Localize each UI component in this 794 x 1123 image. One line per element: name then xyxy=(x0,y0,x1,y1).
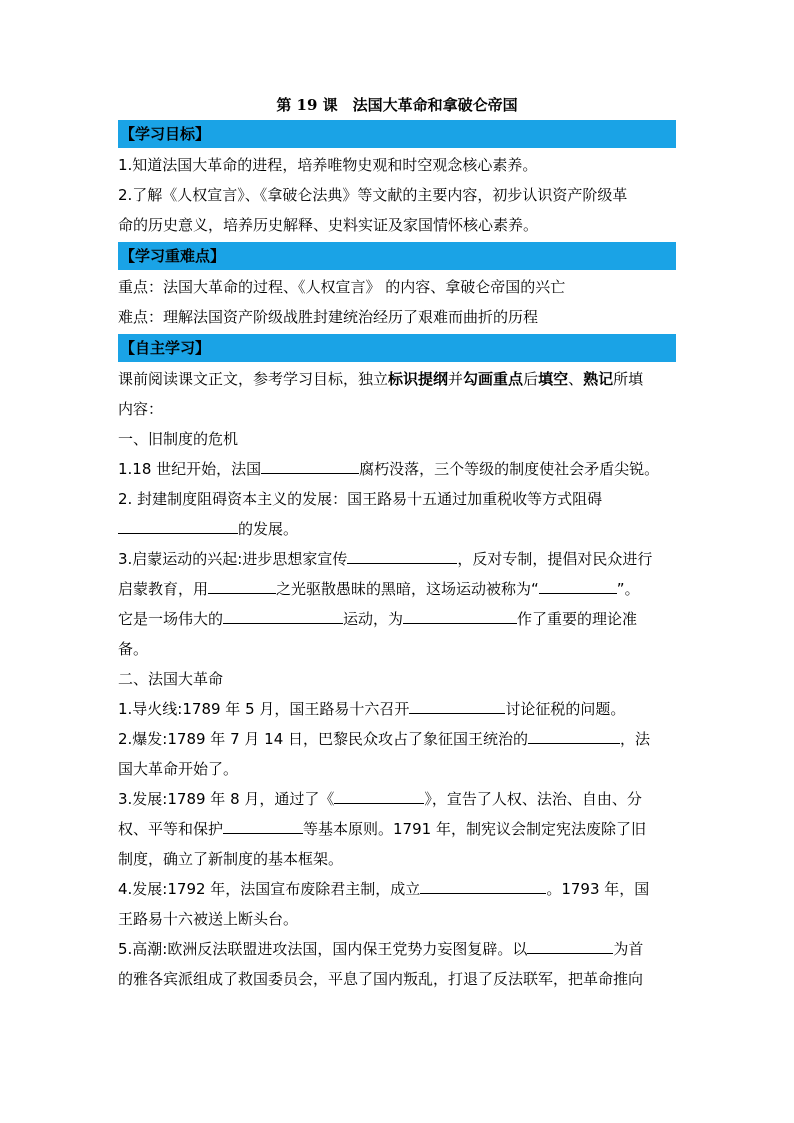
keypoint-line-2: 难点：理解法国资产阶级战胜封建统治经历了艰难而曲折的历程 xyxy=(118,308,539,326)
part1-heading: 一、旧制度的危机 xyxy=(118,430,239,448)
answer-blank[interactable] xyxy=(261,457,359,474)
part1-question-1 xyxy=(118,454,676,484)
answer-blank[interactable] xyxy=(223,607,343,624)
keypoint-line-1: 重点：法国大革命的过程、《人权宣言》 的内容、拿破仑帝国的兴亡 xyxy=(118,278,566,296)
question-text: ，反对专制，提倡对民众进行 xyxy=(457,550,653,568)
intro-text: 课前阅读课文正文，参考学习目标，独立 xyxy=(118,370,389,388)
question-text: 的发展。 xyxy=(238,520,299,538)
answer-blank[interactable] xyxy=(223,817,303,834)
intro-text: 并 xyxy=(448,370,464,388)
question-text: ，法 xyxy=(620,730,651,748)
question-text: 2.爆发:1789 年 7 月 14 日，巴黎民众攻占了象征国王统治的 xyxy=(118,730,529,748)
intro-bold-outline: 标识提纲 xyxy=(388,370,449,388)
part1-question-3-cont2 xyxy=(118,604,676,634)
part1-question-3 xyxy=(118,544,676,574)
question-text: 启蒙教育，用 xyxy=(118,580,209,598)
intro-bold-fill: 填空 xyxy=(538,370,569,388)
question-text: 。1793 年，国 xyxy=(546,880,650,898)
section-header-keypoints: 【学习重难点】 xyxy=(118,242,676,270)
question-text: 为首 xyxy=(613,940,644,958)
answer-blank[interactable] xyxy=(118,517,238,534)
self-study-intro-2: 内容： xyxy=(118,400,164,418)
question-text: ”。 xyxy=(616,580,640,598)
question-text: 1.18 世纪开始，法国 xyxy=(118,460,262,478)
part1-question-2-cont xyxy=(118,514,676,544)
question-text: 等基本原则。1791 年，制宪议会制定宪法废除了旧 xyxy=(303,820,646,838)
part2-question-3-cont2: 制度，确立了新制度的基本框架。 xyxy=(118,850,344,868)
question-text: 3.启蒙运动的兴起:进步思想家宣传 xyxy=(118,550,348,568)
part2-question-5 xyxy=(118,934,676,964)
part2-question-1 xyxy=(118,694,676,724)
answer-blank[interactable] xyxy=(403,607,517,624)
question-text: 它是一场伟大的 xyxy=(118,610,224,628)
question-text: 1.导火线:1789 年 5 月，国王路易十六召开 xyxy=(118,700,410,718)
question-text: 作了重要的理论准 xyxy=(517,610,638,628)
answer-blank[interactable] xyxy=(347,547,457,564)
question-text: 腐朽没落，三个等级的制度使社会矛盾尖锐。 xyxy=(359,460,660,478)
question-text: 讨论征税的问题。 xyxy=(505,700,626,718)
answer-blank[interactable] xyxy=(409,697,505,714)
question-text: 》，宣告了人权、法治、自由、分 xyxy=(424,790,642,808)
question-text: 4.发展:1792 年，法国宣布废除君主制，成立 xyxy=(118,880,421,898)
section-header-self-study: 【自主学习】 xyxy=(118,334,676,362)
part2-question-4 xyxy=(118,874,676,904)
self-study-intro-1 xyxy=(118,364,676,394)
part2-question-3 xyxy=(118,784,676,814)
intro-text: 、 xyxy=(568,370,584,388)
answer-blank[interactable] xyxy=(527,937,613,954)
question-text: 3.发展:1789 年 8 月，通过了《 xyxy=(118,790,335,808)
goal-line-3: 命的历史意义，培养历史解释、史料实证及家国情怀核心素养。 xyxy=(118,216,539,234)
question-text: 5.高潮:欧洲反法联盟进攻法国，国内保王党势力妄图复辟。以 xyxy=(118,940,528,958)
answer-blank[interactable] xyxy=(334,787,424,804)
part1-question-3-cont3: 备。 xyxy=(118,640,149,658)
intro-bold-memorize: 熟记 xyxy=(583,370,614,388)
question-text: 权、平等和保护 xyxy=(118,820,224,838)
intro-bold-mark: 勾画重点 xyxy=(463,370,524,388)
question-text: 之光驱散愚昧的黑暗，这场运动被称为“ xyxy=(276,580,539,598)
part1-question-2: 2. 封建制度阻碍资本主义的发展：国王路易十五通过加重税收等方式阻碍 xyxy=(118,490,603,508)
page-title: 第 19 课 法国大革命和拿破仑帝国 xyxy=(276,96,518,114)
section-header-goals: 【学习目标】 xyxy=(118,120,676,148)
part2-question-2 xyxy=(118,724,676,754)
goal-line-1: 1.知道法国大革命的进程，培养唯物史观和时空观念核心素养。 xyxy=(118,156,538,174)
goal-line-2: 2.了解《人权宣言》、《拿破仑法典》等文献的主要内容，初步认识资产阶级革 xyxy=(118,186,628,204)
part1-question-3-cont xyxy=(118,574,676,604)
intro-text: 后 xyxy=(523,370,539,388)
answer-blank[interactable] xyxy=(420,877,546,894)
answer-blank[interactable] xyxy=(208,577,276,594)
worksheet-page xyxy=(118,92,676,994)
part2-question-5-cont: 的雅各宾派组成了救国委员会，平息了国内叛乱，打退了反法联军，把革命推向 xyxy=(118,970,644,988)
part2-question-3-cont xyxy=(118,814,676,844)
part2-heading: 二、法国大革命 xyxy=(118,670,224,688)
answer-blank[interactable] xyxy=(528,727,620,744)
part2-question-2-cont: 国大革命开始了。 xyxy=(118,760,239,778)
part2-question-4-cont: 王路易十六被送上断头台。 xyxy=(118,910,299,928)
answer-blank[interactable] xyxy=(539,577,617,594)
question-text: 运动，为 xyxy=(343,610,404,628)
intro-text: 所填 xyxy=(613,370,644,388)
